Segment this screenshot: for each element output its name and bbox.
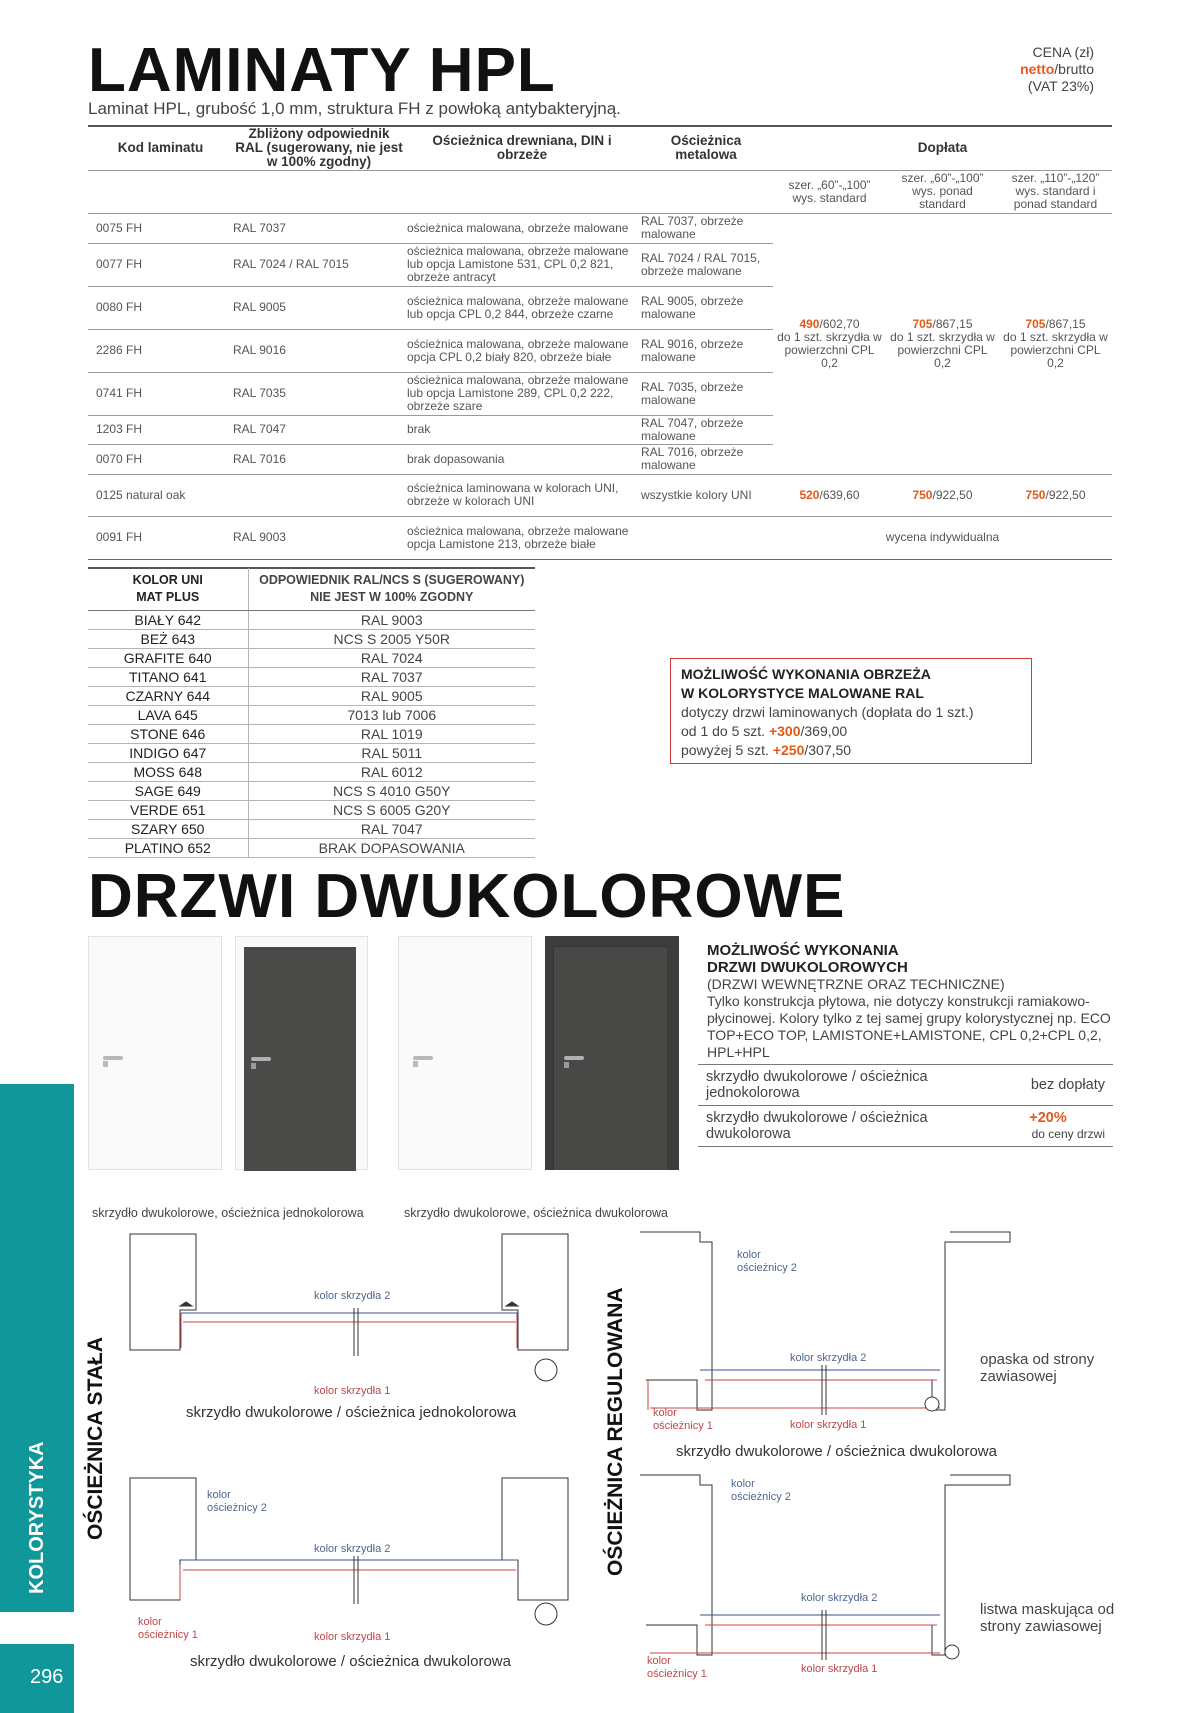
lbl-d-osc1a: kolor (647, 1655, 671, 1667)
row-drewniana: ościeżnica malowana, obrzeże malowane lub opcja Lamistone 531, CPL 0,2 821, obrzeże antracyt (405, 243, 639, 286)
color-ral: NCS S 4010 G50Y (248, 781, 535, 800)
individual-quote: wycena indywidualna (773, 516, 1112, 559)
lbl-c-osc1a: kolor (138, 1616, 162, 1628)
color-ral: RAL 9005 (248, 686, 535, 705)
row-ral: RAL 9003 (233, 516, 405, 559)
color-ral: NCS S 2005 Y50R (248, 629, 535, 648)
th-sub2: szer. „60”-„100” wys. ponad standard (886, 170, 999, 213)
lbl-d-skrzydla2: kolor skrzydła 2 (801, 1592, 878, 1604)
info-sub: (DRZWI WEWNĘTRZNE ORAZ TECHNICZNE) (707, 976, 1005, 992)
color-name: STONE 646 (88, 724, 248, 743)
edge-note-line2: od 1 do 5 szt. +300/369,00 (681, 723, 848, 739)
row-kod: 0077 FH (88, 243, 233, 286)
lbl-b-skrzydla2: kolor skrzydła 2 (790, 1352, 867, 1364)
color-ral: RAL 1019 (248, 724, 535, 743)
opt2-value: +20% do ceny drzwi (983, 1106, 1113, 1147)
info-title2: DRZWI DWUKOLOROWYCH (707, 959, 908, 976)
th-doplata: Dopłata (917, 139, 968, 155)
diagram-caption-b: skrzydło dwukolorowe / ościeżnica dwukolorowa (676, 1443, 997, 1460)
row-kod: 0070 FH (88, 444, 233, 474)
oak-price-3: 750/922,50 (999, 474, 1112, 516)
row-metalowa: RAL 7024 / RAL 7015, obrzeże malowane (639, 243, 773, 286)
lbl-d-osc2a: kolor (731, 1478, 755, 1490)
row-drewniana: ościeżnica malowana, obrzeże malowane lub opcja CPL 0,2 844, obrzeże czarne (405, 286, 639, 329)
door-caption-2: skrzydło dwukolorowe, ościeżnica dwukolorowa (404, 1206, 669, 1220)
edge-note-title1: MOŻLIWOŚĆ WYKONANIA OBRZEŻA (681, 666, 931, 682)
color-name: VERDE 651 (88, 800, 248, 819)
color-name: SZARY 650 (88, 819, 248, 838)
row-metalowa: RAL 9016, obrzeże malowane (639, 329, 773, 372)
color-name: LAVA 645 (88, 705, 248, 724)
row-ral: RAL 7047 (233, 415, 405, 444)
lbl-d-osc1b: ościeżnicy 1 (647, 1668, 707, 1680)
color-ral: RAL 7037 (248, 667, 535, 686)
lbl-d-skrzydla1: kolor skrzydła 1 (801, 1663, 878, 1675)
th-ral: Zbliżony odpowiednik RAL (sugerowany, nie jest w 100% zgodny) (235, 125, 403, 169)
diagram-caption-a: skrzydło dwukolorowe / ościeżnica jednokolorowa (186, 1404, 517, 1421)
color-name: SAGE 649 (88, 781, 248, 800)
color-name: PLATINO 652 (88, 838, 248, 857)
color-ral: NCS S 6005 G20Y (248, 800, 535, 819)
color-ral: RAL 9003 (248, 610, 535, 629)
diagram-caption-c: skrzydło dwukolorowe / ościeżnica dwukolorowa (190, 1653, 511, 1670)
info-title1: MOŻLIWOŚĆ WYKONANIA (707, 942, 899, 959)
color-name: MOSS 648 (88, 762, 248, 781)
row-drewniana: ościeżnica malowana, obrzeże malowane (405, 213, 639, 243)
row-metalowa: RAL 7016, obrzeże malowane (639, 444, 773, 474)
section-title: DRZWI DWUKOLOROWE (88, 862, 846, 931)
th-kod: Kod laminatu (117, 139, 204, 155)
label-osc-regulowana: OŚCIEŻNICA REGULOWANA (604, 1287, 627, 1576)
page-subtitle: Laminat HPL, grubość 1,0 mm, struktura FH z powłoką antybakteryjną. (88, 99, 621, 118)
opt2-label: skrzydło dwukolorowe / ościeżnica dwukolorowa (698, 1106, 983, 1147)
row-kod: 1203 FH (88, 415, 233, 444)
ct-h1: KOLOR UNI MAT PLUS (88, 568, 248, 610)
row-metalowa: RAL 7037, obrzeże malowane (639, 213, 773, 243)
edge-note-line1: dotyczy drzwi laminowanych (dopłata do 1 szt.) (681, 704, 974, 720)
lbl-c-osc2b: ościeżnicy 2 (207, 1502, 267, 1514)
side-tab-label: KOLORYSTYKA (26, 1441, 48, 1594)
row-metalowa: wszystkie kolory UNI (639, 474, 773, 516)
edge-note-title2: W KOLORYSTYCE MALOWANE RAL (681, 685, 924, 701)
color-ral: BRAK DOPASOWANIA (248, 838, 535, 857)
th-sub1: szer. „60”-„100” wys. standard (773, 170, 886, 213)
row-ral: RAL 7035 (233, 372, 405, 415)
opt1-label: skrzydło dwukolorowe / ościeżnica jednokolorowa (698, 1065, 983, 1106)
group-price-2: 705/867,15 do 1 szt. skrzydła w powierzchni CPL 0,2 (886, 213, 999, 474)
row-kod: 0741 FH (88, 372, 233, 415)
lbl-b-osc1a: kolor (653, 1407, 677, 1419)
lbl-c-skrzydla2: kolor skrzydła 2 (314, 1543, 391, 1555)
oak-price-2: 750/922,50 (886, 474, 999, 516)
lbl-b-osc2a: kolor (737, 1249, 761, 1261)
edge-note-line3: powyżej 5 szt. +250/307,50 (681, 742, 852, 758)
group-price-3: 705/867,15 do 1 szt. skrzydła w powierzchni CPL 0,2 (999, 213, 1112, 474)
row-kod: 0080 FH (88, 286, 233, 329)
row-drewniana: ościeżnica malowana, obrzeże malowane opcja Lamistone 213, obrzeże białe (405, 516, 639, 559)
price-brutto: /brutto (1054, 61, 1094, 77)
oak-price-1: 520/639,60 (773, 474, 886, 516)
color-ral: RAL 7047 (248, 819, 535, 838)
note-listwa: listwa maskująca od strony zawiasowej (980, 1601, 1115, 1635)
row-drewniana: ościeżnica malowana, obrzeże malowane lub opcja Lamistone 289, CPL 0,2 222, obrzeże szare (405, 372, 639, 415)
door-caption-1: skrzydło dwukolorowe, ościeżnica jednokolorowa (92, 1206, 364, 1220)
row-metalowa: RAL 7047, obrzeże malowane (639, 415, 773, 444)
group-price-1: 490/602,70 do 1 szt. skrzydła w powierzchni CPL 0,2 (773, 213, 886, 474)
row-metalowa: RAL 7035, obrzeże malowane (639, 372, 773, 415)
diagram-regulowana-2 (640, 1475, 1010, 1660)
th-sub3: szer. „110”-„120” wys. standard i ponad standard (999, 170, 1112, 213)
color-name: INDIGO 647 (88, 743, 248, 762)
color-ral: 7013 lub 7006 (248, 705, 535, 724)
th-drewniana: Ościeżnica drewniana, DIN i obrzeże (432, 132, 612, 162)
page-title: LAMINATY HPL (88, 36, 556, 105)
row-drewniana: brak dopasowania (405, 444, 639, 474)
color-name: CZARNY 644 (88, 686, 248, 705)
lbl-c-osc1b: ościeżnicy 1 (138, 1629, 198, 1641)
color-ral: RAL 5011 (248, 743, 535, 762)
opt1-value: bez dopłaty (983, 1065, 1113, 1106)
row-kod: 0075 FH (88, 213, 233, 243)
row-ral: RAL 7024 / RAL 7015 (233, 243, 405, 286)
ct-h2: ODPOWIEDNIK RAL/NCS S (SUGEROWANY) NIE JEST W 100% ZGODNY (248, 568, 535, 610)
row-ral: RAL 9016 (233, 329, 405, 372)
lbl-a-skrzydla2: kolor skrzydła 2 (314, 1290, 391, 1302)
note-opaska: opaska od strony zawiasowej (980, 1351, 1095, 1385)
lbl-b-osc2b: ościeżnicy 2 (737, 1262, 797, 1274)
price-vat: (VAT 23%) (1027, 78, 1094, 94)
color-name: TITANO 641 (88, 667, 248, 686)
color-name: BEŻ 643 (88, 629, 248, 648)
row-kod: 2286 FH (88, 329, 233, 372)
diagram-regulowana-1 (640, 1232, 1010, 1415)
row-kod: 0125 natural oak (88, 474, 233, 516)
row-drewniana: ościeżnica malowana, obrzeże malowane opcja CPL 0,2 biały 820, obrzeże białe (405, 329, 639, 372)
row-ral: RAL 7016 (233, 444, 405, 474)
lbl-c-osc2a: kolor (207, 1489, 231, 1501)
color-name: BIAŁY 642 (88, 610, 248, 629)
label-osc-stala: OŚCIEŻNICA STAŁA (84, 1337, 107, 1540)
lbl-d-osc2b: ościeżnicy 2 (731, 1491, 791, 1503)
price-label: CENA (zł) (1032, 44, 1094, 60)
color-ral: RAL 7024 (248, 648, 535, 667)
row-ral: RAL 9005 (233, 286, 405, 329)
diagram-stala-jedno (130, 1234, 568, 1381)
th-metalowa: Ościeżnica metalowa (670, 132, 742, 162)
lbl-a-skrzydla1: kolor skrzydła 1 (314, 1385, 391, 1397)
lbl-b-skrzydla1: kolor skrzydła 1 (790, 1419, 867, 1431)
row-ral: RAL 7037 (233, 213, 405, 243)
color-name: GRAFITE 640 (88, 648, 248, 667)
row-kod: 0091 FH (88, 516, 233, 559)
info-text: Tylko konstrukcja płytowa, nie dotyczy konstrukcji ramiakowo-płycinowej. Kolory tylko z tej samej grupy kolorystycznej np. ECO TOP+ECO TOP, LAMISTONE+LAMISTONE, CPL 0,2+CPL 0,2, HPL+HPL (707, 993, 1111, 1060)
price-netto: netto (1020, 61, 1055, 77)
row-drewniana: ościeżnica laminowana w kolorach UNI, obrzeże w kolorach UNI (405, 474, 639, 516)
row-drewniana: brak (405, 415, 639, 444)
row-metalowa: RAL 9005, obrzeże malowane (639, 286, 773, 329)
lbl-c-skrzydla1: kolor skrzydła 1 (314, 1631, 391, 1643)
lbl-b-osc1b: ościeżnicy 1 (653, 1420, 713, 1432)
color-ral: RAL 6012 (248, 762, 535, 781)
page-number: 296 (0, 1644, 74, 1713)
